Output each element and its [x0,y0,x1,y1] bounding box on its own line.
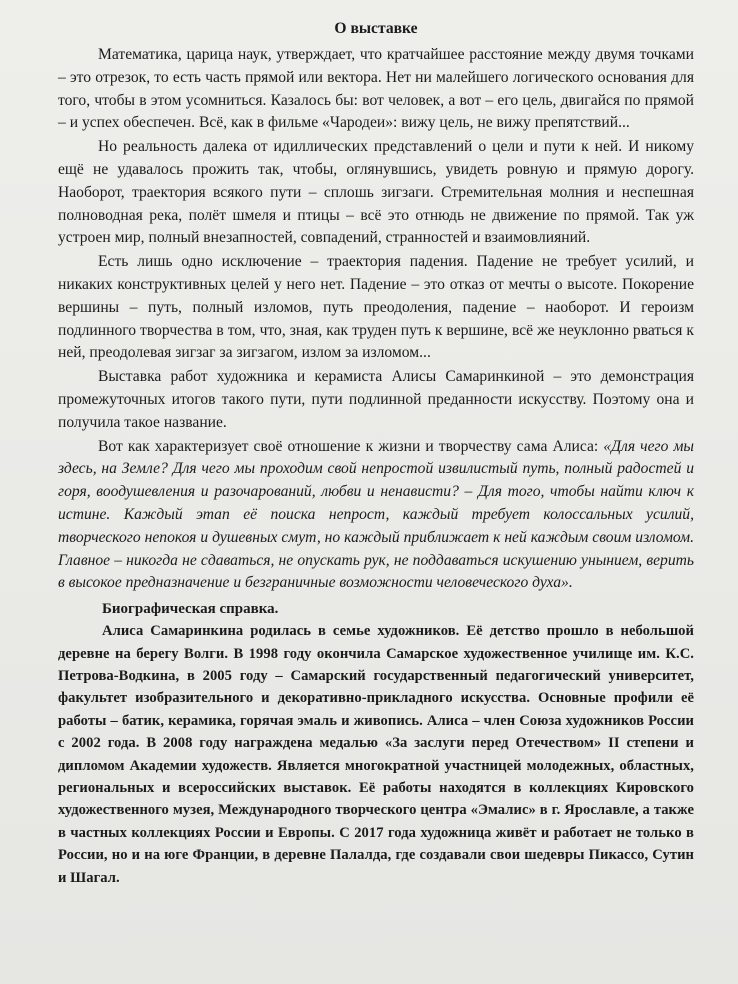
paragraph-exhibition: Выставка работ художника и керамиста Алисы Самаринкиной – это демонстрация промежуточных итогов такого пути, пути подлинной преданности искусству. Поэтому она и получила такое название. [58,368,694,431]
paragraph-falling: Есть лишь одно исключение – траектория падения. Падение не требует усилий, и никаких конструктивных целей у него нет. Падение – это отказ от мечты о высоте. Покорение вершины – путь, полный изломов, путь преодоления, падение – наоборот. И героизм подлинного творчества в том, что, зная, как труден путь к вершине, всё же неуклонно рваться к ней, преодолевая зигзаг за зигзагом, излом за изломом... [58,253,694,362]
paragraph-reality: Но реальность далека от идиллических представлений о цели и пути к ней. И никому ещё не удавалось прожить так, чтобы, оглянувшись, увидеть ровную и прямую дорогу. Наоборот, траектория всякого пути – сплошь зигзаги. Стремительная молния и неспешная полноводная река, полёт шмеля и птицы – всё это отнюдь не движение по прямой. Так уж устроен мир, полный внезапностей, совпадений, странностей и взаимовлияний. [58,138,694,247]
quote-intro: Вот как характеризует своё отношение к жизни и творчеству сама Алиса: [98,437,604,455]
quote-text: «Для чего мы здесь, на Земле? Для чего мы проходим свой непростой извилистый путь, полный радостей и горя, воодушевления и разочарований, любви и ненависти? – Для того, чтобы найти ключ к истине. Каждый этап её поиска непрост, каждый требует колоссальных усилий, творческого непокоя и душевных смут, но каждый приближает к ней каждым своим изломом. Главное – никогда не сдаваться, не опускать рук, не поддаваться искушению унынием, верить в высокое предназначение и безграничные возможности человеческого духа». [58,437,694,592]
paragraph-mathematics: Математика, царица наук, утверждает, что кратчайшее расстояние между двумя точками – это отрезок, то есть часть прямой или вектора. Нет ни малейшего логического основания для того, чтобы в этом усомниться. Казалось бы: вот человек, а вот – его цель, двигайся по прямой – и успех обеспечен. Всё, как в фильме «Чародеи»: вижу цель, не вижу препятствий... [58,46,694,132]
bio-text: Алиса Самаринкина родилась в семье художников. Её детство прошло в небольшой деревне на берегу Волги. В 1998 году окончила Самарское художественное училище им. К.С. Петрова-Водкина, в 2005 году – Самарский государственный педагогический университет, факультет изобразительного и декоративно-прикладного искусства. Основные профили её работы – батик, керамика, горячая эмаль и живопись. Алиса – член Союза художников России с 2002 года. В 2008 году награждена медалью «За заслуги перед Отечеством» II степени и дипломом Академии художеств. Является многократной участницей молодежных, областных, региональных и всероссийских выставок. Её работы находятся в коллекциях Кировского художественного музея, Международного творческого центра «Эмалис» в г. Ярославле, а также в частных коллекциях России и Европы. С 2017 года художница живёт и работает не только в России, но и на юге Франции, в деревне Палалда, где создавали свои шедевры Пикассо, Сутин и Шагал. [58,623,694,886]
document-title: О выставке [334,20,418,37]
paragraph-quote [58,436,694,596]
bio-heading: Биографическая справка. [102,601,279,618]
